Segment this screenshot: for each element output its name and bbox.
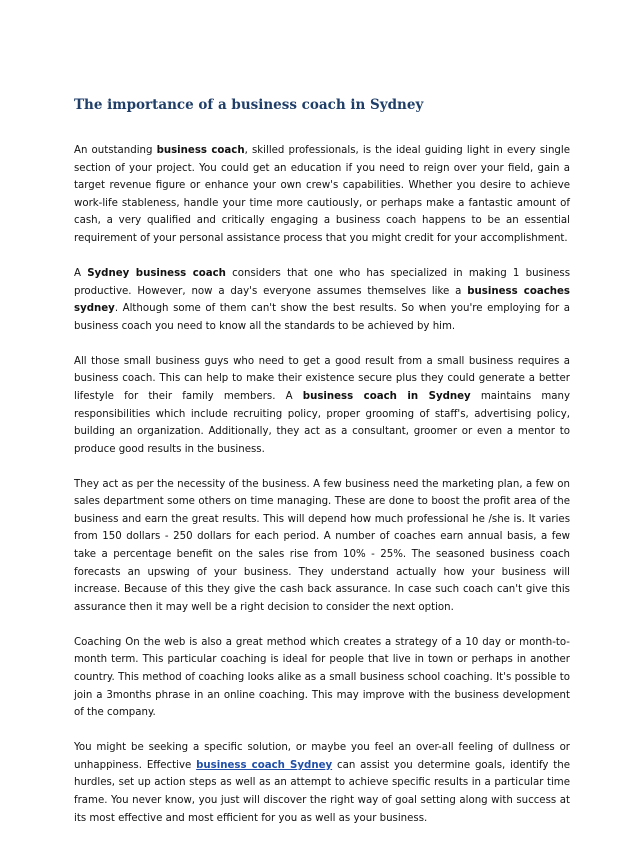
keyword-business-coach-in-sydney: business coach in Sydney — [302, 390, 471, 402]
paragraph-4 — [74, 476, 570, 617]
document-body — [74, 142, 570, 845]
page-title: The importance of a business coach in Sydney — [74, 97, 424, 113]
keyword-sydney-business-coach: Sydney business coach — [87, 267, 226, 279]
text-run: can assist you determine goals, identify the hurdles, set up action steps as well as an attempt to achieve specific results in a particular time frame. You never know, you just will discover the right way of goal setting along with success at its most effective and most efficient for you as well as your business. — [74, 759, 570, 824]
text-run: An outstanding — [74, 145, 157, 156]
text-run: maintains many responsibilities which include recruiting policy, proper grooming of staff's, advertising policy, building an organization. Additionally, they act as a consultant, groomer or even a mentor to produce good results in the business. — [74, 390, 570, 455]
text-run: . Although some of them can't show the best results. So when you're employing for a business coach you need to know all the standards to be achieved by him. — [74, 303, 570, 332]
text-run: considers that one who has specialized in making 1 business productive. However, now a day's everyone assumes themselves like a — [74, 267, 570, 297]
text-run: You might be seeking a specific solution, or maybe you feel an over-all feeling of dullness or unhappiness. Effective — [74, 742, 570, 771]
keyword-business-coach: business coach — [156, 145, 245, 156]
paragraph-1 — [74, 142, 570, 248]
text-run: Coaching On the web is also a great method which creates a strategy of a 10 day or month-to-month term. This particular coaching is ideal for people that live in town or perhaps in another country. This method of coaching looks alike as a small business school coaching. It's possible to join a 3months phrase in an online coaching. This may improve with the business development of the company. — [74, 636, 570, 719]
paragraph-3 — [74, 353, 570, 459]
paragraph-5 — [74, 634, 570, 722]
text-run: They act as per the necessity of the business. A few business need the marketing plan, a few on sales department some others on time managing. These are done to boost the profit area of the business and earn the great results. This will depend how much professional he /she is. It varies from 150 dollars - 250 dollars for each period. A number of coaches earn annual basis, a few take a percentage benefit on the sales rise from 10% - 25%. The seasoned business coach forecasts an upswing of your business. They understand actually how your business will increase. Because of this they give the cash back assurance. In case such coach can't give this assurance then it may well be a right decision to consider the next option. — [74, 478, 570, 613]
paragraph-6 — [74, 739, 570, 827]
business-coach-sydney-link[interactable]: business coach Sydney — [196, 759, 333, 771]
text-run: A — [74, 267, 88, 279]
text-run: , skilled professionals, is the ideal guiding light in every single section of your project. You could get an education if you need to reign over your field, gain a target revenue figure or enhance your own crew's capabilities. Whether you desire to achieve work-life stableness, handle your time more cautiously, or perhaps make a fantastic amount of cash, a very qualified and critically engaging a business coach happens to be an essential requirement of your personal assistance process that you might credit for your accomplishment. — [74, 145, 570, 244]
keyword-business-coaches-sydney: business coaches sydney — [74, 285, 570, 315]
paragraph-2 — [74, 265, 570, 335]
text-run: All those small business guys who need to get a good result from a small business requires a business coach. This can help to make their existence secure plus they could generate a better lifestyle for their family members. A — [74, 355, 570, 402]
